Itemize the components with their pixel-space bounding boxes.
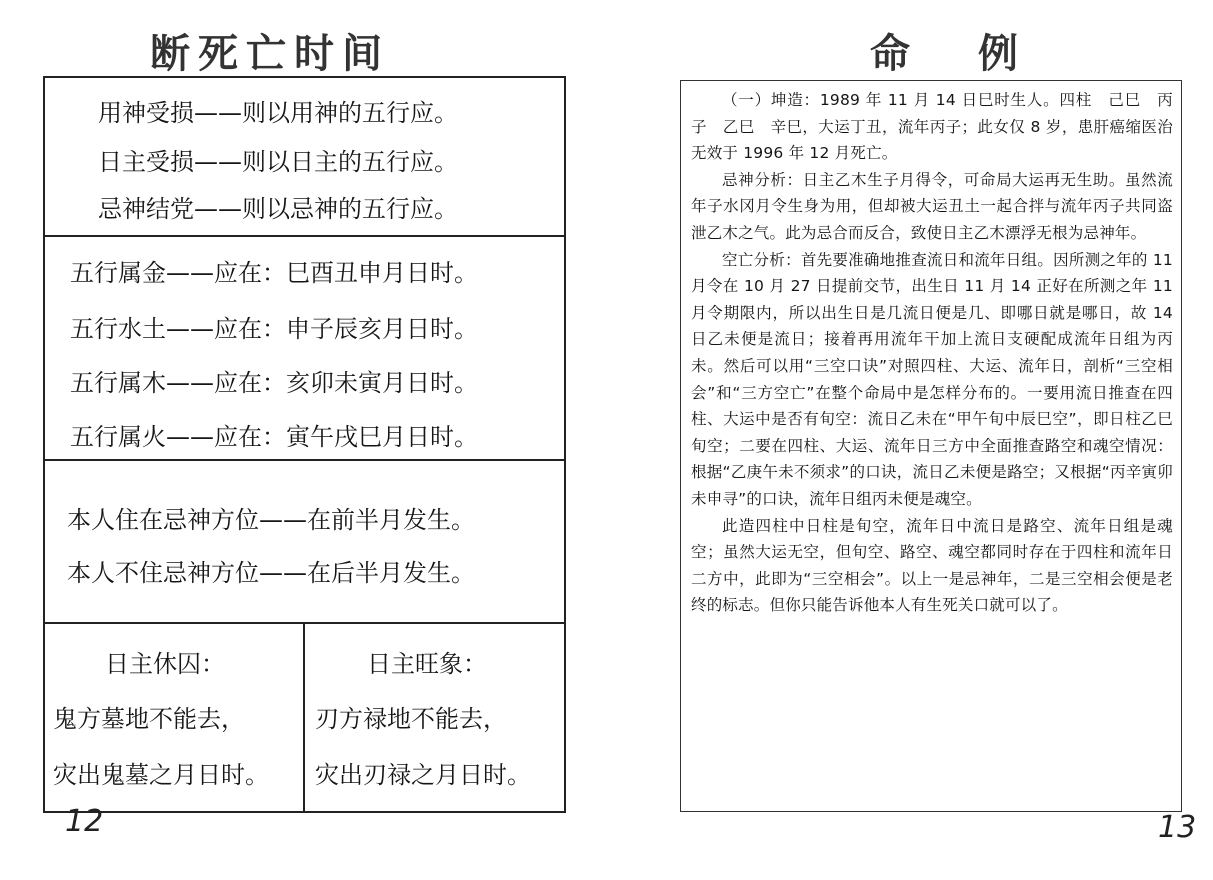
rule-line: 本人住在忌神方位——在前半月发生。	[67, 506, 475, 534]
left-page	[0, 0, 600, 880]
strong-heading: 日主旺象：	[367, 650, 487, 678]
page-title: 断死亡时间	[150, 30, 390, 77]
case-paragraph: （一）坤造：1989 年 11 月 14 日巳时生人。四柱 己巳 丙子 乙巳 辛巳，大运丁丑，流年丙子；此女仅 8 岁，患肝癌缩医治无效于 1996 年 12 月死亡。	[691, 91, 1173, 163]
rule-line: 五行水土——应在：申子辰亥月日时。	[70, 315, 478, 343]
right-page	[600, 0, 1213, 880]
weak-day-master-cell	[45, 624, 305, 811]
rules-table	[43, 76, 566, 813]
rule-line: 本人不住忌神方位——在后半月发生。	[67, 559, 475, 587]
strong-line: 刃方禄地不能去，	[315, 705, 507, 733]
rule-line: 五行属金——应在：巳酉丑申月日时。	[70, 259, 478, 287]
rule-section-2	[45, 237, 564, 461]
case-text-box	[680, 80, 1182, 812]
strong-day-master-cell	[305, 624, 564, 811]
page-number: 13	[1158, 810, 1197, 845]
case-paragraph: 此造四柱中日柱是旬空，流年日中流日是路空、流年日组是魂空；虽然大运无空，但旬空、路空、魂空都同时存在于四柱和流年日二方中，此即为“三空相会”。以上一是忌神年，二是三空相会便是老终的标志。但你只能告诉他本人有生死关口就可以了。	[691, 516, 1173, 615]
case-paragraph: 空亡分析：首先要准确地推查流日和流年日组。因所测之年的 11 月令在 10 月 27 日提前交节，出生日 11 月 14 正好在所测之年 11 月令期限内，所以出生日是几流日便是几、即哪日就是哪日，故 14 日乙未便是流日；接着再用流年干加上流日支硬配成流年日组为丙未。然后可以用“三空口诀”对照四柱、大运、流年日，剖析“三空相会”和“三方空亡”在整个命局中是怎样分布的。一要用流日推查在四柱、大运中是否有旬空：流日乙未在“甲午旬中辰巳空”，即日柱乙巳旬空；二要在四柱、大运、流年日三方中全面推查路空和魂空情况：根据“乙庚午未不须求”的口诀，流日乙未便是路空；又根据“丙辛寅卯未申寻”的口诀，流年日组丙未便是魂空。	[691, 250, 1173, 508]
page-title: 命例	[870, 30, 1086, 77]
rule-line: 用神受损——则以用神的五行应。	[98, 99, 458, 127]
rule-line: 忌神结党——则以忌神的五行应。	[98, 195, 458, 223]
case-paragraph: 忌神分析：日主乙木生子月得令，可命局大运再无生助。虽然流年子水冈月令生身为用，但却被大运丑土一起合拌与流年丙子共同盗泄乙木之气。此为忌合而反合，致使日主乙木漂浮无根为忌神年。	[691, 170, 1173, 242]
rule-section-3	[45, 461, 564, 624]
page-number: 12	[65, 804, 104, 839]
weak-heading: 日主休囚：	[105, 650, 225, 678]
rule-line: 五行属木——应在：亥卯未寅月日时。	[70, 369, 478, 397]
rule-line: 五行属火——应在：寅午戌巳月日时。	[70, 423, 478, 451]
weak-line: 鬼方墓地不能去，	[53, 705, 245, 733]
strong-line: 灾出刃禄之月日时。	[315, 761, 531, 789]
rule-section-1	[45, 78, 564, 237]
rule-line: 日主受损——则以日主的五行应。	[98, 148, 458, 176]
weak-line: 灾出鬼墓之月日时。	[53, 761, 269, 789]
